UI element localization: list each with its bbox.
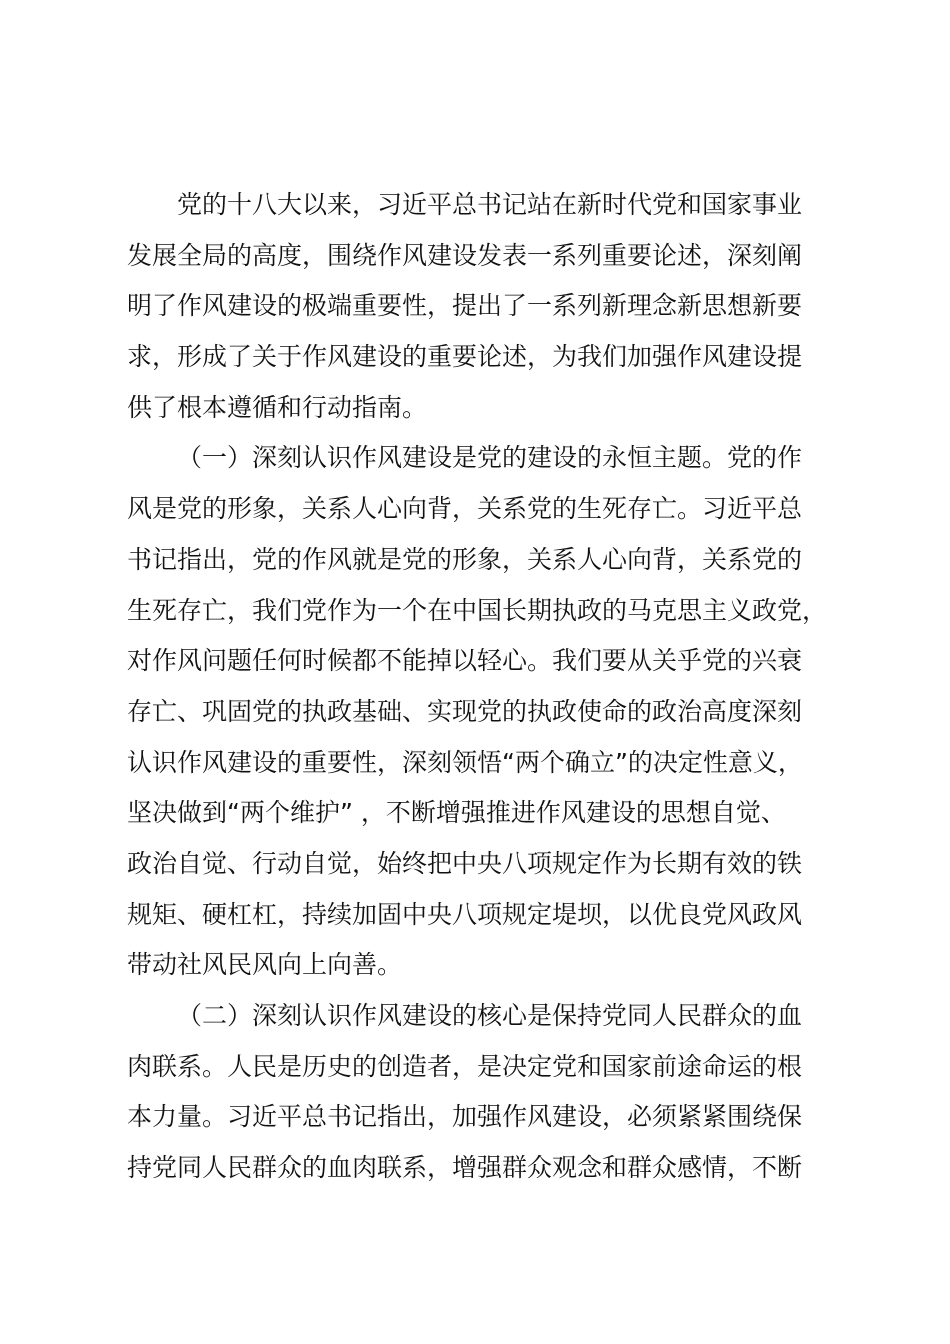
text-line: 对作风问题任何时候都不能掉以轻心。我们要从关乎党的兴衰	[127, 646, 803, 676]
text-line: 求，形成了关于作风建设的重要论述，为我们加强作风建设提	[127, 342, 803, 372]
text-line: 书记指出，党的作风就是党的形象，关系人心向背，关系党的	[127, 544, 803, 574]
text-line: 发展全局的高度，围绕作风建设发表一系列重要论述，深刻阐	[127, 240, 803, 270]
document-body	[127, 180, 847, 1194]
text-line: 本力量。习近平总书记指出，加强作风建设，必须紧紧围绕保	[127, 1102, 803, 1132]
text-line: 认识作风建设的重要性，深刻领悟“两个确立”的决定性意义，	[127, 747, 803, 777]
text-line: （二）深刻认识作风建设的核心是保持党同人民群众的血	[177, 1001, 803, 1030]
text-line: 带动社风民风向上向善。	[127, 950, 403, 980]
text-line: 存亡、巩固党的执政基础、实现党的执政使命的政治高度深刻	[127, 696, 803, 726]
paragraph-section-one	[127, 433, 847, 991]
text-line: 持党同人民群众的血肉联系，增强群众观念和群众感情，不断	[127, 1153, 803, 1183]
paragraph-section-two	[127, 991, 847, 1194]
text-line: 供了根本遵循和行动指南。	[127, 392, 428, 422]
text-line: 政治自觉、行动自觉，始终把中央八项规定作为长期有效的铁	[127, 848, 803, 878]
text-line: 明了作风建设的极端重要性，提出了一系列新理念新思想新要	[127, 291, 803, 321]
text-line: 坚决做到“两个维护” ，不断增强推进作风建设的思想自觉、	[127, 798, 786, 828]
text-line: 党的十八大以来，习近平总书记站在新时代党和国家事业	[177, 190, 803, 219]
text-line: 风是党的形象，关系人心向背，关系党的生死存亡。习近平总	[127, 494, 803, 524]
text-line: 生死存亡，我们党作为一个在中国长期执政的马克思主义政党，	[127, 595, 828, 625]
text-line: 肉联系。人民是历史的创造者，是决定党和国家前途命运的根	[127, 1051, 803, 1081]
paragraph-intro	[127, 180, 847, 433]
text-line: 规矩、硬杠杠，持续加固中央八项规定堤坝，以优良党风政风	[127, 899, 803, 929]
text-line: （一）深刻认识作风建设是党的建设的永恒主题。党的作	[177, 443, 803, 473]
